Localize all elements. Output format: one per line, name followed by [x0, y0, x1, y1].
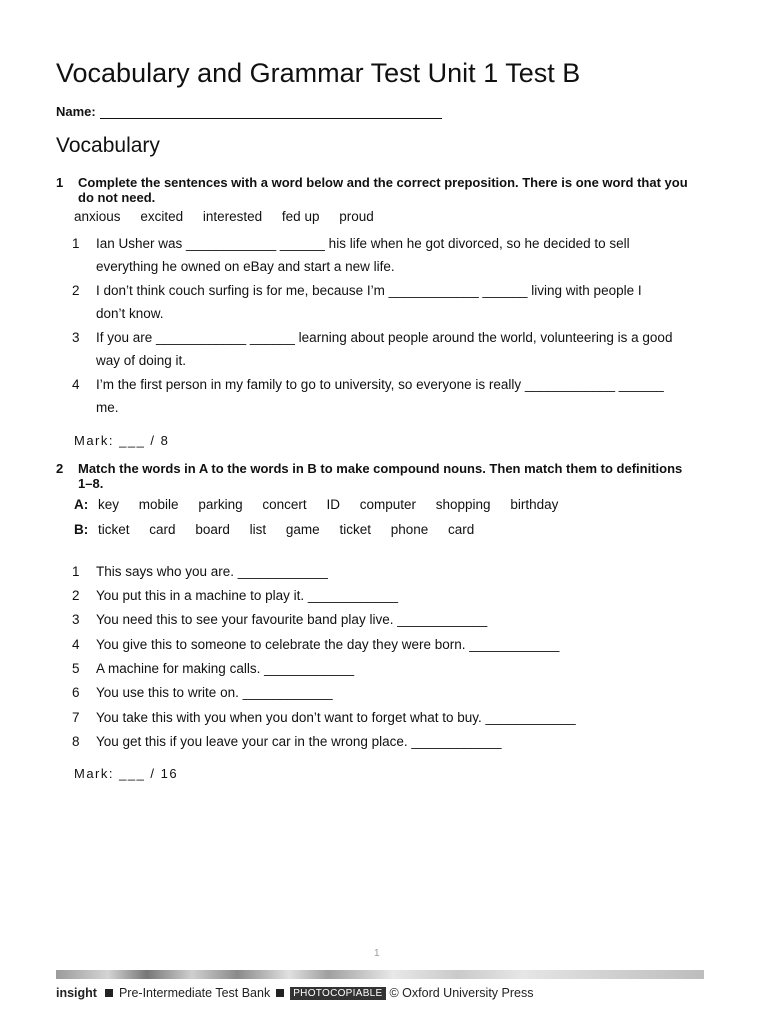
- word-a: computer: [359, 497, 416, 512]
- question-number: 1: [56, 175, 64, 190]
- item-number: 1: [72, 236, 80, 251]
- item-text: You take this with you when you don’t want to forget what to buy. ____________: [96, 710, 576, 725]
- item-text: me.: [96, 400, 119, 415]
- word-b: ticket: [339, 522, 371, 537]
- word-a: key: [98, 497, 120, 512]
- word-b: game: [285, 522, 320, 537]
- item-number: 3: [72, 612, 80, 627]
- item-number: 4: [72, 377, 80, 392]
- section-title: Vocabulary: [56, 134, 160, 157]
- question-number: 2: [56, 461, 64, 476]
- word-a: mobile: [138, 497, 179, 512]
- item-text: This says who you are. ____________: [96, 564, 328, 579]
- word-a: birthday: [510, 497, 559, 512]
- footer-brand: insight: [56, 986, 97, 1000]
- page-number: 1: [374, 948, 380, 959]
- word-bank-item: fed up: [281, 209, 320, 224]
- item-text: way of doing it.: [96, 353, 187, 368]
- item-text: don’t know.: [96, 306, 164, 321]
- word-b: phone: [390, 522, 429, 537]
- footer-publisher: © Oxford University Press: [389, 986, 534, 1000]
- word-bank-item: proud: [339, 209, 374, 224]
- item-text: I’m the first person in my family to go to university, so everyone is really ____________ ______: [96, 377, 664, 392]
- square-bullet-icon: [276, 989, 284, 997]
- word-b: ticket: [98, 522, 130, 537]
- question-instruction: Match the words in A to the words in B to make compound nouns. Then match them to definitions 1–8.: [78, 461, 683, 491]
- item-number: 6: [72, 685, 80, 700]
- question-2-mark: Mark: ___ / 16: [74, 766, 179, 781]
- word-list-a: [74, 497, 574, 512]
- question-1-mark: Mark: ___ / 8: [74, 433, 170, 448]
- item-text: You put this in a machine to play it. ____________: [96, 588, 398, 603]
- footer-photo-strip: [56, 970, 704, 979]
- word-a: ID: [326, 497, 340, 512]
- item-text: If you are ____________ ______ learning about people around the world, volunteering is a good: [96, 330, 673, 345]
- item-text: I don’t think couch surfing is for me, because I’m ____________ ______ living with people I: [96, 283, 642, 298]
- item-number: 7: [72, 710, 80, 725]
- word-b: board: [195, 522, 230, 537]
- name-label: Name:: [56, 104, 96, 119]
- word-bank-item: anxious: [74, 209, 121, 224]
- word-bank: [74, 209, 390, 224]
- list-b-label: B:: [74, 522, 89, 537]
- square-bullet-icon: [105, 989, 113, 997]
- word-bank-item: excited: [140, 209, 184, 224]
- item-number: 4: [72, 637, 80, 652]
- word-b: card: [448, 522, 475, 537]
- word-a: concert: [262, 497, 307, 512]
- item-text: You use this to write on. ____________: [96, 685, 333, 700]
- item-text: You need this to see your favourite band play live. ____________: [96, 612, 488, 627]
- question-instruction: Complete the sentences with a word below and the correct preposition. There is one word that you do not need.: [78, 175, 688, 205]
- item-number: 5: [72, 661, 80, 676]
- name-field-row: [56, 104, 442, 119]
- word-a: shopping: [435, 497, 491, 512]
- word-b: card: [149, 522, 176, 537]
- item-text: Ian Usher was ____________ ______ his life when he got divorced, so he decided to sell: [96, 236, 630, 251]
- item-number: 3: [72, 330, 80, 345]
- item-number: 8: [72, 734, 80, 749]
- item-number: 2: [72, 283, 80, 298]
- list-a-label: A:: [74, 497, 89, 512]
- footer-book-title: Pre-Intermediate Test Bank: [118, 986, 271, 1000]
- photocopiable-badge: PHOTOCOPIABLE: [290, 987, 385, 1000]
- footer: [56, 986, 533, 1000]
- word-bank-item: interested: [202, 209, 263, 224]
- item-text: You give this to someone to celebrate the day they were born. ____________: [96, 637, 560, 652]
- item-number: 2: [72, 588, 80, 603]
- word-list-b: [74, 522, 490, 537]
- name-blank-line: [100, 105, 442, 119]
- item-text: everything he owned on eBay and start a new life.: [96, 259, 395, 274]
- item-text: A machine for making calls. ____________: [96, 661, 355, 676]
- word-b: list: [249, 522, 267, 537]
- item-number: 1: [72, 564, 80, 579]
- word-a: parking: [198, 497, 243, 512]
- item-text: You get this if you leave your car in the wrong place. ____________: [96, 734, 502, 749]
- page-title: Vocabulary and Grammar Test Unit 1 Test B: [56, 58, 581, 88]
